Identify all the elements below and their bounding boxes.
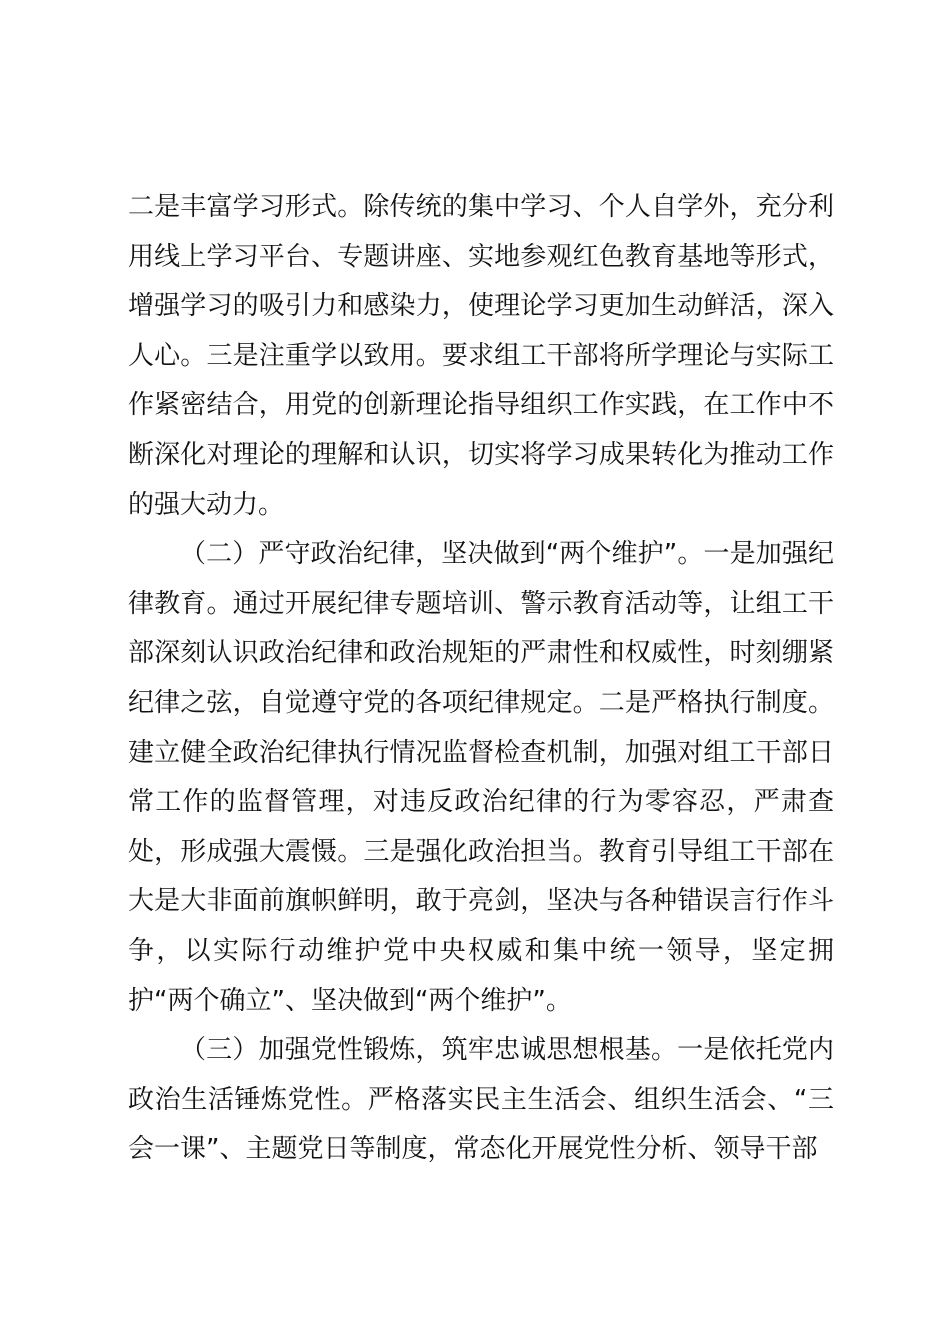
paragraph-study-forms: 二是丰富学习形式。除传统的集中学习、个人自学外，充分利用线上学习平台、专题讲座、实地参观红色教育基地等形式，增强学习的吸引力和感染力，使理论学习更加生动鲜活，深入人心。三是注重学以致用。要求组工干部将所学理论与实际工作紧密结合，用党的创新理论指导组织工作实践，在工作中不断深化对理论的理解和认识，切实将学习成果转化为推动工作的强大动力。: [128, 192, 834, 520]
paragraph-political-discipline: （二）严守政治纪律，坚决做到“两个维护”。一是加强纪律教育。通过开展纪律专题培训、警示教育活动等，让组工干部深刻认识政治纪律和政治规矩的严肃性和权威性，时刻绷紧纪律之弦，自觉遵守党的各项纪律规定。二是严格执行制度。建立健全政治纪律执行情况监督检查机制，加强对组工干部日常工作的监督管理，对违反政治纪律的行为零容忍，严肃查处，形成强大震慑。三是强化政治担当。教育引导组工干部在大是大非面前旗帜鲜明，敢于亮剑，坚决与各种错误言行作斗争，以实际行动维护党中央权威和集中统一领导，坚定拥护“两个确立”、坚决做到“两个维护”。: [128, 539, 834, 1016]
paragraph-party-spirit: （三）加强党性锻炼，筑牢忠诚思想根基。一是依托党内政治生活锤炼党性。严格落实民主生活会、组织生活会、“三会一课”、主题党日等制度，常态化开展党性分析、领导干部: [128, 1035, 834, 1165]
document-body: [128, 183, 834, 1175]
